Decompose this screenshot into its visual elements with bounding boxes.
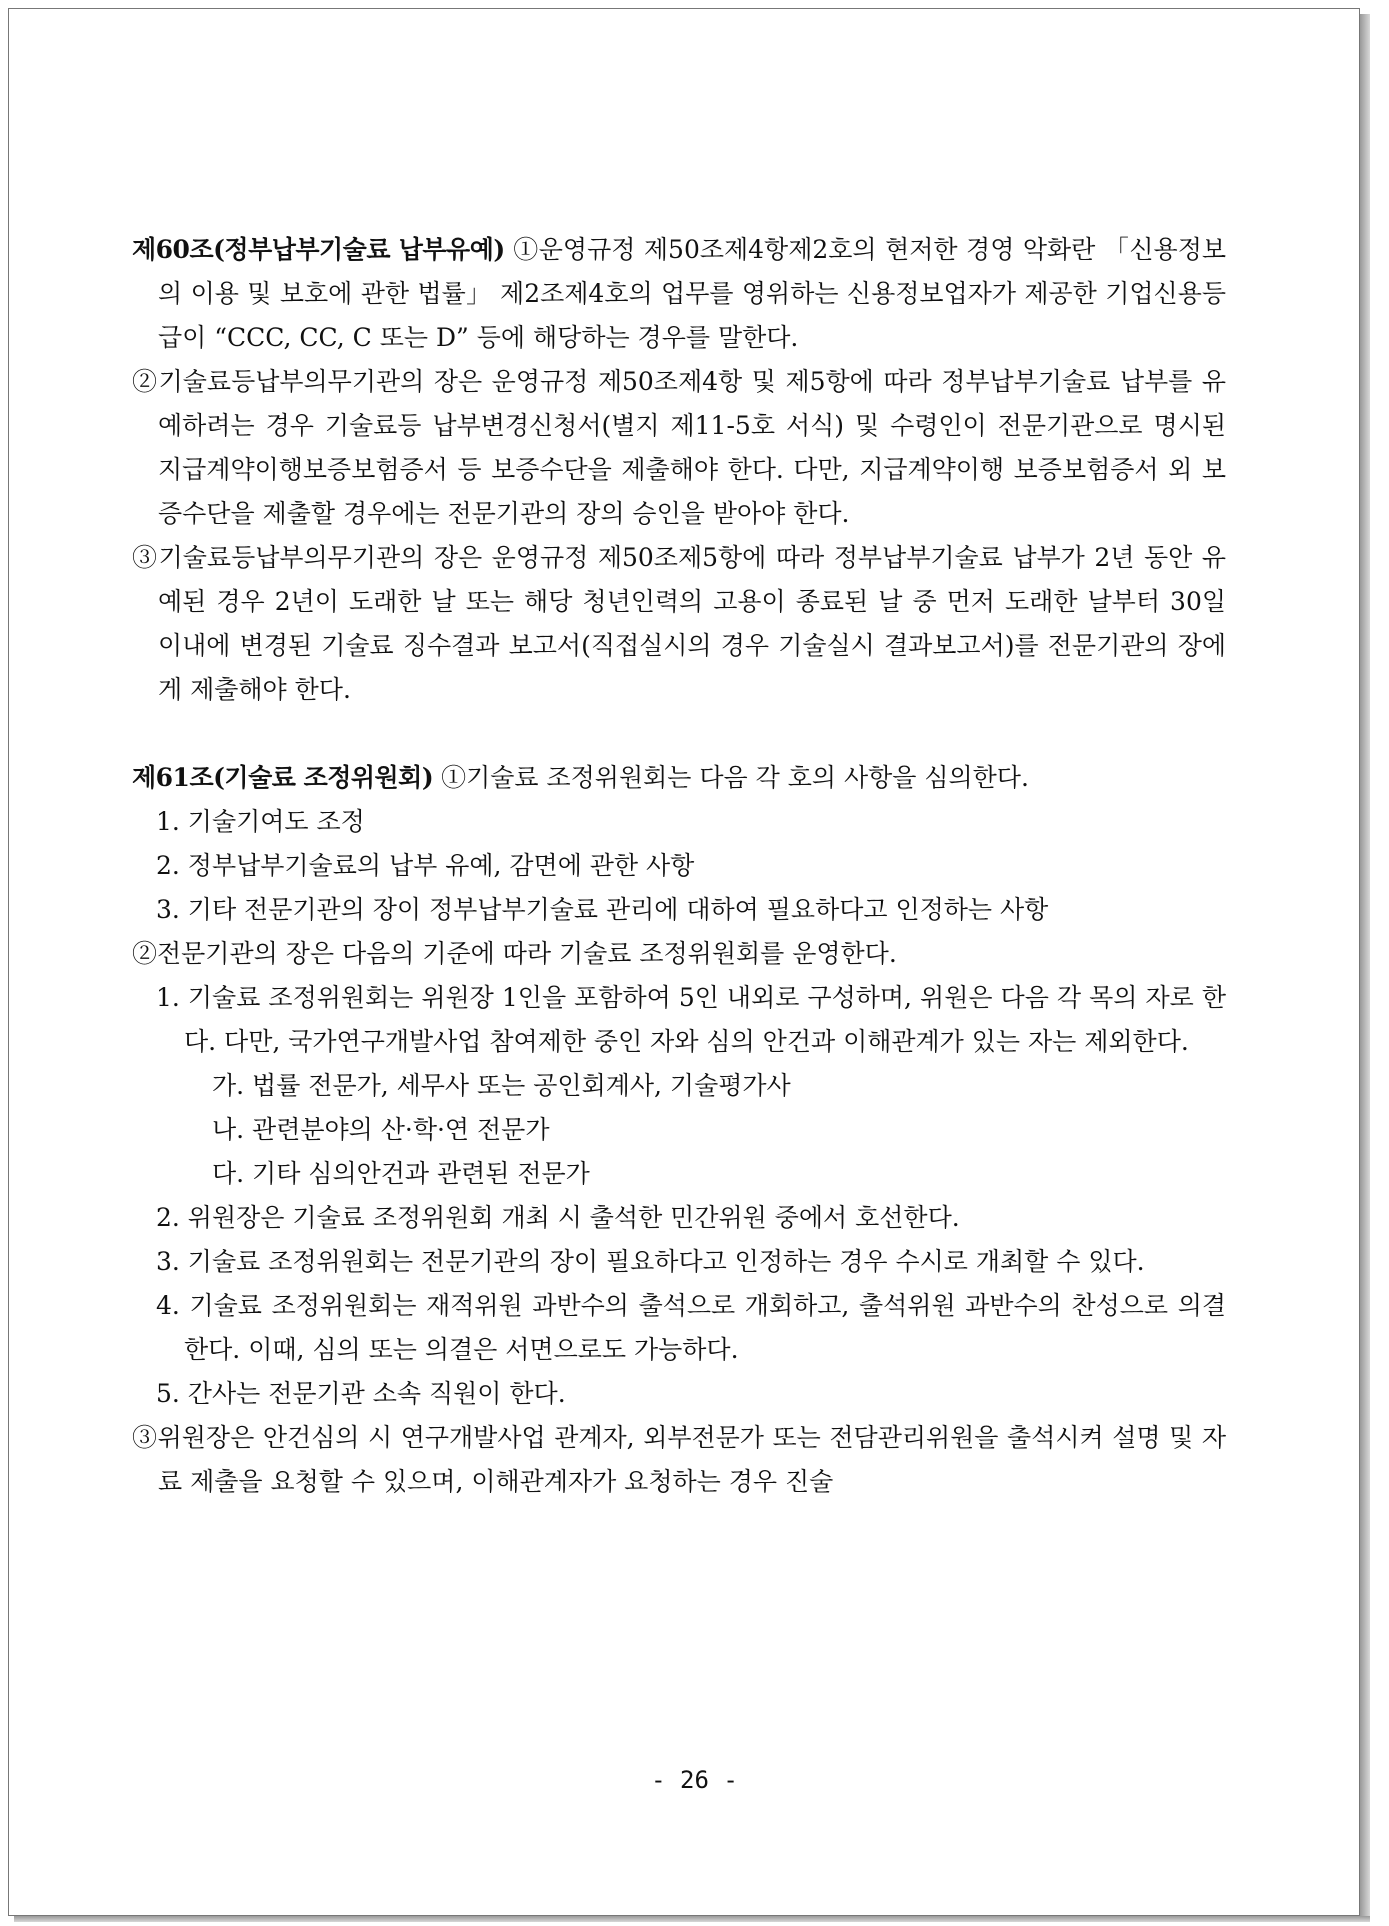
- article-60-paragraph-1: [132, 228, 1226, 360]
- article-61-clause-2-item-2: 2. 위원장은 기술료 조정위원회 개최 시 출석한 민간위원 중에서 호선한다.: [156, 1203, 960, 1232]
- article-61-item-3: 3. 기타 전문기관의 장이 정부납부기술료 관리에 대하여 필요하다고 인정하는 사항: [156, 895, 1049, 924]
- article-61-clause-1: ①기술료 조정위원회는 다음 각 호의 사항을 심의한다.: [441, 763, 1029, 792]
- article-61-subitem-ga: 가. 법률 전문가, 세무사 또는 공인회계사, 기술평가사: [212, 1071, 791, 1100]
- article-61-clause-2-item-4: 4. 기술료 조정위원회는 재적위원 과반수의 출석으로 개회하고, 출석위원 과반수의 찬성으로 의결한다. 이때, 심의 또는 의결은 서면으로도 가능하다.: [156, 1291, 1226, 1364]
- article-61-clause-2: ②전문기관의 장은 다음의 기준에 따라 기술료 조정위원회를 운영한다.: [132, 939, 897, 968]
- page-number: - 26 -: [651, 1766, 738, 1794]
- article-61-subitem-na: 나. 관련분야의 산·학·연 전문가: [212, 1115, 550, 1144]
- article-61-subitem-da: 다. 기타 심의안건과 관련된 전문가: [212, 1159, 590, 1188]
- page-shadow-right: [1360, 14, 1370, 1916]
- article-61-paragraph-1: [132, 756, 1226, 800]
- article-60-clause-3: ③기술료등납부의무기관의 장은 운영규정 제50조제5항에 따라 정부납부기술료 납부가 2년 동안 유예된 경우 2년이 도래한 날 또는 해당 청년인력의 고용이 종료된 날 중 먼저 도래한 날부터 30일 이내에 변경된 기술료 징수결과 보고서(직접실시의 경우 기술실시 결과보고서)를 전문기관의 장에게 제출해야 한다.: [132, 543, 1226, 704]
- article-61-clause-3: ③위원장은 안건심의 시 연구개발사업 관계자, 외부전문가 또는 전담관리위원을 출석시켜 설명 및 자료 제출을 요청할 수 있으며, 이해관계자가 요청하는 경우 진술: [132, 1423, 1226, 1496]
- article-61-item-2: 2. 정부납부기술료의 납부 유예, 감면에 관한 사항: [156, 851, 695, 880]
- article-60-title: 제60조(정부납부기술료 납부유예): [132, 235, 505, 264]
- page-shadow-bottom: [14, 1916, 1370, 1922]
- article-61-title: 제61조(기술료 조정위원회): [132, 763, 434, 792]
- article-61-clause-2-item-5: 5. 간사는 전문기관 소속 직원이 한다.: [156, 1379, 566, 1408]
- article-60-clause-2: ②기술료등납부의무기관의 장은 운영규정 제50조제4항 및 제5항에 따라 정부납부기술료 납부를 유예하려는 경우 기술료등 납부변경신청서(별지 제11-5호 서식) 및 수령인이 전문기관으로 명시된 지급계약이행보증보험증서 등 보증수단을 제출해야 한다. 다만, 지급계약이행 보증보험증서 외 보증수단을 제출할 경우에는 전문기관의 장의 승인을 받아야 한다.: [132, 367, 1226, 528]
- page-content: [132, 228, 1226, 1504]
- article-60-clause-1: ①운영규정 제50조제4항제2호의 현저한 경영 악화란 「신용정보의 이용 및 보호에 관한 법률」 제2조제4호의 업무를 영위하는 신용정보업자가 제공한 기업신용등급이 “CCC, CC, C 또는 D” 등에 해당하는 경우를 말한다.: [158, 235, 1226, 352]
- article-61-clause-2-item-1: 1. 기술료 조정위원회는 위원장 1인을 포함하여 5인 내외로 구성하며, 위원은 다음 각 목의 자로 한다. 다만, 국가연구개발사업 참여제한 중인 자와 심의 안건과 이해관계가 있는 자는 제외한다.: [156, 983, 1226, 1056]
- section-gap: [132, 712, 1226, 756]
- article-61-item-1: 1. 기술기여도 조정: [156, 807, 365, 836]
- article-61-clause-2-item-3: 3. 기술료 조정위원회는 전문기관의 장이 필요하다고 인정하는 경우 수시로 개최할 수 있다.: [156, 1247, 1145, 1276]
